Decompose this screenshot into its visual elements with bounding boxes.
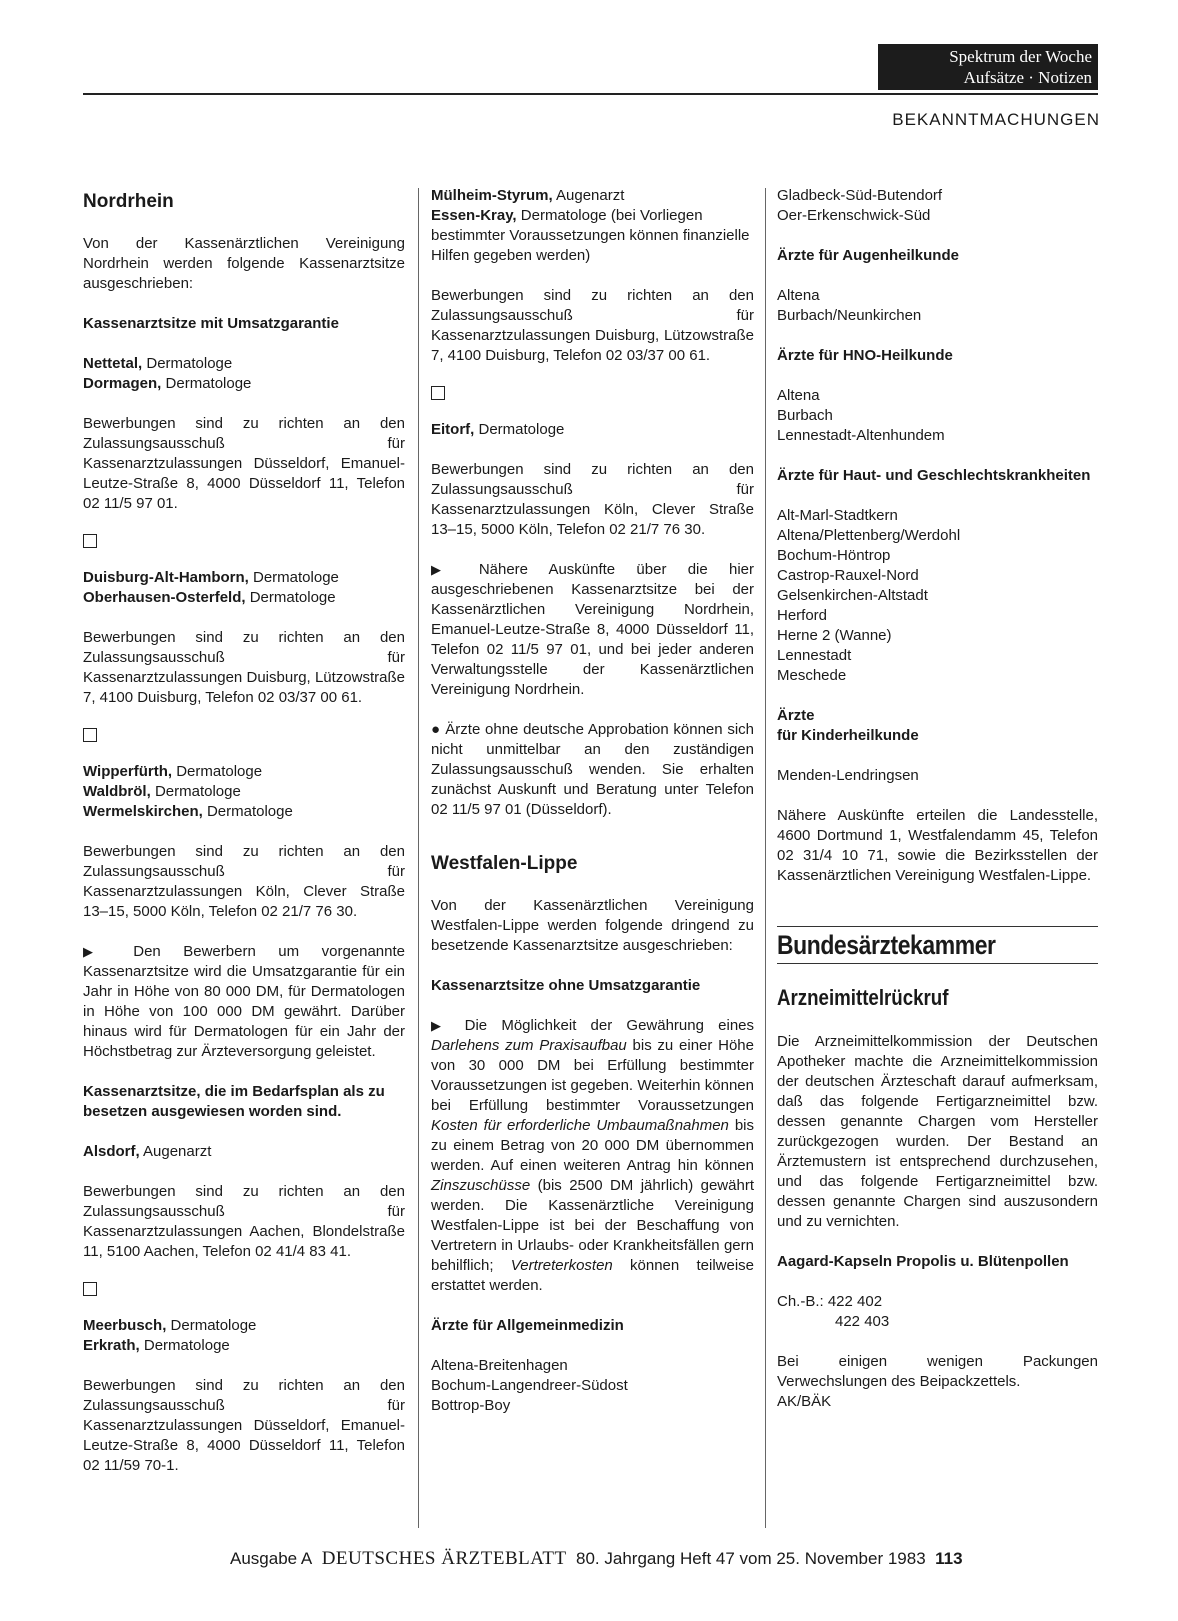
info-text: Nähere Auskünfte erteilen die Landesstelle, 4600 Dortmund 1, Westfalendamm 45, Telefon 02 31/4 10 71, sowie die Bezirksstellen der Kassenärztlichen Vereinigung Westfalen-Lippe.: [777, 807, 1098, 884]
specialty: Dermatologe (bei Vorliegen bestimmter Voraussetzungen können finanzielle Hilfen gegeben werden): [431, 207, 750, 264]
specialty: Augenarzt: [139, 1143, 212, 1160]
product-name: Aagard-Kapseln Propolis u. Blütenpollen: [777, 1253, 1069, 1270]
specialty: Dermatologe: [248, 569, 339, 586]
place-list: [431, 1356, 754, 1416]
place-list: [777, 386, 1098, 446]
listing-group: [83, 1316, 405, 1356]
note-text: [83, 942, 405, 1062]
place: Wermelskirchen,: [83, 803, 203, 820]
place: Meerbusch,: [83, 1317, 167, 1334]
square-separator-icon: [431, 386, 445, 400]
list-item: Alt-Marl-Stadtkern: [777, 507, 898, 524]
list-item: Bochum-Langendreer-Südost: [431, 1377, 628, 1394]
square-separator-icon: [83, 534, 97, 548]
intro-text: Von der Kassenärztlichen Vereinigung Westfalen-Lippe werden folgende dringend zu besetzende Kassenarztsitze ausgeschrieben:: [431, 897, 754, 954]
list-item: Castrop-Rauxel-Nord: [777, 567, 919, 584]
application-text: Bewerbungen sind zu richten an den Zulassungsausschuß für Kassenarztzulassungen Duisburg, Lützowstraße 7, 4100 Duisburg, Telefon 02 03/37 00 61.: [83, 629, 405, 706]
place: Waldbröl,: [83, 783, 151, 800]
page-number: 113: [935, 1549, 963, 1568]
text-run-italic: Darlehens zum Praxisaufbau: [431, 1037, 627, 1054]
subheading: [777, 706, 1098, 746]
subheading-line: für Kinderheilkunde: [777, 727, 919, 744]
specialty: Dermatologe: [474, 421, 565, 438]
list-item: Altena: [777, 287, 820, 304]
section-rule: [777, 963, 1098, 964]
organization-heading: Bundesärztekammer: [777, 930, 996, 960]
arrow-right-icon: ▶: [83, 944, 134, 959]
info-body: Nähere Auskünfte über die hier ausgeschriebenen Kassenarztsitze bei der Kassenärztlichen Vereinigung Nordrhein, Emanuel-Leutze-Straße 8, 4000 Düsseldorf 11, Telefon 02 11/5 97 01, und bei jeder anderen Verwaltungsstelle der Kassenärztlichen Vereinigung Nordrhein.: [431, 561, 754, 698]
list-item: Bochum-Höntrop: [777, 547, 891, 564]
intro-text: Von der Kassenärztlichen Vereinigung Nordrhein werden folgende Kassenarztsitze ausgeschrieben:: [83, 235, 405, 292]
place: Duisburg-Alt-Hamborn,: [83, 569, 249, 586]
charge-numbers: [777, 1292, 1098, 1332]
note-body: Den Bewerbern um vorgenannte Kassenarztsitze wird die Umsatzgarantie für ein Jahr in Höhe von 80 000 DM, für Dermatologen in Höhe von 100 000 DM gewährt. Darüber hinaus wird für Dermatologen für ein Jahr der Höchstbetrag zur Ärzteversorgung geleistet.: [83, 943, 406, 1060]
arrow-right-icon: ▶: [431, 1018, 465, 1033]
specialty: Augenarzt: [552, 187, 625, 204]
subheading: Ärzte für Haut- und Geschlechtskrankheiten: [777, 467, 1091, 484]
place: Erkrath,: [83, 1337, 140, 1354]
list-item: Altena: [777, 387, 820, 404]
place-list: [777, 286, 1098, 326]
place-list: [777, 506, 1098, 686]
place: Dormagen,: [83, 375, 162, 392]
place: Wipperfürth,: [83, 763, 173, 780]
listing-group: [83, 354, 405, 394]
text-run-italic: Kosten für erforderliche Umbaumaßnahmen: [431, 1117, 729, 1134]
column-3: [777, 186, 1098, 1432]
list-item: Gelsenkirchen-Altstadt: [777, 587, 928, 604]
list-item: Herne 2 (Wanne): [777, 627, 892, 644]
place: Alsdorf,: [83, 1143, 140, 1160]
text-run-italic: Vertreterkosten: [510, 1257, 613, 1274]
text-run: können teilweise erstattet werden.: [431, 1257, 754, 1294]
text-run-italic: Zinszuschüsse: [431, 1177, 531, 1194]
top-rule: [83, 93, 1098, 95]
place: Essen-Kray,: [431, 207, 517, 224]
subheading-line: Ärzte: [777, 707, 815, 724]
list-item: Lennestadt-Altenhundem: [777, 427, 945, 444]
bullet-icon: ●: [431, 721, 446, 738]
list-item: Menden-Lendringsen: [777, 767, 919, 784]
list-item: Meschede: [777, 667, 847, 684]
recall-text: Die Arzneimittelkommission der Deutschen Apotheker machte die Arzneimittelkommission der deutschen Ärzteschaft darauf aufmerksam, daß das folgende Fertigarzneimittel bzw. dessen genannte Chargen vom Hersteller zurückgezogen wurden. Der Bestand an Ärztemustern ist entsprechend durchzusehen, und das folgende Fertigarzneimittel bzw. dessen genannte Chargen sind auszusondern und zu vernichten.: [777, 1033, 1098, 1230]
subheading: Kassenarztsitze ohne Umsatzgarantie: [431, 977, 701, 994]
specialty: Dermatologe: [172, 763, 263, 780]
column-divider-1: [418, 188, 419, 1528]
journal-name: DEUTSCHES ÄRZTEBLATT: [321, 1548, 567, 1569]
place: Nettetal,: [83, 355, 143, 372]
funding-text: [431, 1016, 754, 1296]
section-rule: [777, 926, 1098, 927]
signature: AK/BÄK: [777, 1393, 832, 1410]
place: Oberhausen-Osterfeld,: [83, 589, 246, 606]
list-item: Herford: [777, 607, 828, 624]
subheading: Ärzte für Allgemeinmedizin: [431, 1317, 624, 1334]
list-item: Burbach/Neunkirchen: [777, 307, 922, 324]
listing-group: [431, 186, 754, 266]
subheading: Kassenarztsitze mit Umsatzgarantie: [83, 315, 339, 332]
arrow-right-icon: ▶: [431, 562, 479, 577]
application-text: Bewerbungen sind zu richten an den Zulassungsausschuß für Kassenarztzulassungen Düsseldorf, Emanuel-Leutze-Straße 8, 4000 Düsseldorf 11, Telefon 02 11/5 97 01.: [83, 415, 405, 512]
list-item: Burbach: [777, 407, 833, 424]
place-list: [777, 766, 1098, 786]
text-run: bis zu einem Betrag von 20 000 DM übernommen werden. Auf einen weiteren Antrag hin können: [431, 1117, 755, 1174]
square-separator-icon: [83, 728, 97, 742]
list-item: Lennestadt: [777, 647, 852, 664]
list-item: Gladbeck-Süd-Butendorf: [777, 187, 943, 204]
subheading: Kassenarztsitze, die im Bedarfsplan als zu besetzen ausgewiesen worden sind.: [83, 1083, 385, 1120]
column-divider-2: [765, 188, 766, 1528]
listing-group: [431, 420, 754, 440]
specialty: Dermatologe: [139, 1337, 230, 1354]
tag-line-2: Aufsätze · Notizen: [963, 68, 1092, 87]
info-text: [431, 560, 754, 700]
article-heading: Arzneimittelrückruf: [777, 985, 949, 1010]
place: Eitorf,: [431, 421, 475, 438]
list-item: Bottrop-Boy: [431, 1397, 511, 1414]
edition: Ausgabe A: [230, 1549, 313, 1568]
column-1: [83, 186, 405, 1476]
specialty: Dermatologe: [161, 375, 252, 392]
listing-group: [83, 1142, 405, 1162]
foreign-doctors-text: [431, 720, 754, 820]
specialty: Dermatologe: [202, 803, 293, 820]
charge-line: 422 403: [835, 1313, 890, 1330]
subheading: Ärzte für HNO-Heilkunde: [777, 347, 953, 364]
region-heading-nordrhein: Nordrhein: [83, 191, 174, 212]
column-2: [431, 186, 754, 1416]
listing-group: [83, 568, 405, 608]
listing-group: [83, 762, 405, 822]
region-heading-westfalen: Westfalen-Lippe: [431, 853, 578, 874]
mixup-text: Bei einigen wenigen Packungen Verwechslungen des Beipackzettels.: [777, 1353, 1098, 1390]
section-label: BEKANNTMACHUNGEN: [892, 110, 1100, 129]
specialty: Dermatologe: [150, 783, 241, 800]
specialty: Dermatologe: [245, 589, 336, 606]
specialty: Dermatologe: [142, 355, 233, 372]
square-separator-icon: [83, 1282, 97, 1296]
subheading: Ärzte für Augenheilkunde: [777, 247, 959, 264]
text-run: Die Möglichkeit der Gewährung eines: [464, 1017, 754, 1034]
list-item: Altena-Breitenhagen: [431, 1357, 568, 1374]
section-tag: [878, 44, 1098, 90]
application-text: Bewerbungen sind zu richten an den Zulassungsausschuß für Kassenarztzulassungen Köln, Clever Straße 13–15, 5000 Köln, Telefon 02 21/7 76 30.: [83, 843, 405, 920]
application-text: Bewerbungen sind zu richten an den Zulassungsausschuß für Kassenarztzulassungen Aachen, Blondelstraße 11, 5100 Aachen, Telefon 02 41/4 83 41.: [83, 1183, 405, 1260]
charge-line: Ch.-B.: 422 402: [777, 1293, 883, 1310]
page-footer: [230, 1548, 963, 1570]
list-item: Oer-Erkenschwick-Süd: [777, 207, 931, 224]
text-run: bis zu einer Höhe von 30 000 DM bei Erfüllung bestimmter Voraussetzungen ist gegeben. Weiterhin können bei Erfüllung bestimmter Voraussetzungen: [431, 1037, 754, 1114]
place: Mülheim-Styrum,: [431, 187, 553, 204]
tag-line-1: Spektrum der Woche: [949, 47, 1092, 66]
foreign-body: Ärzte ohne deutsche Approbation können sich nicht unmittelbar an den zuständigen Zulassungsausschuß wenden. Sie erhalten zunächst Auskunft und Beratung unter Telefon 02 11/5 97 01 (Düsseldorf).: [431, 721, 754, 818]
application-text: Bewerbungen sind zu richten an den Zulassungsausschuß für Kassenarztzulassungen Duisburg, Lützowstraße 7, 4100 Duisburg, Telefon 02 03/37 00 61.: [431, 287, 754, 364]
application-text: Bewerbungen sind zu richten an den Zulassungsausschuß für Kassenarztzulassungen Düsseldorf, Emanuel-Leutze-Straße 8, 4000 Düsseldorf 11, Telefon 02 11/59 70-1.: [83, 1377, 405, 1474]
application-text: Bewerbungen sind zu richten an den Zulassungsausschuß für Kassenarztzulassungen Köln, Clever Straße 13–15, 5000 Köln, Telefon 02 21/7 76 30.: [431, 461, 754, 538]
place-list: [777, 186, 1098, 226]
specialty: Dermatologe: [166, 1317, 257, 1334]
list-item: Altena/Plettenberg/Werdohl: [777, 527, 961, 544]
text-run: (bis 2500 DM jährlich) gewährt werden. Die Kassenärztliche Vereinigung Westfalen-Lippe ist bei der Beschaffung von Vertretern in Urlaubs- oder Krankheitsfällen gern behilflich;: [431, 1177, 754, 1274]
issue-info: 80. Jahrgang Heft 47 vom 25. November 1983: [576, 1549, 926, 1568]
